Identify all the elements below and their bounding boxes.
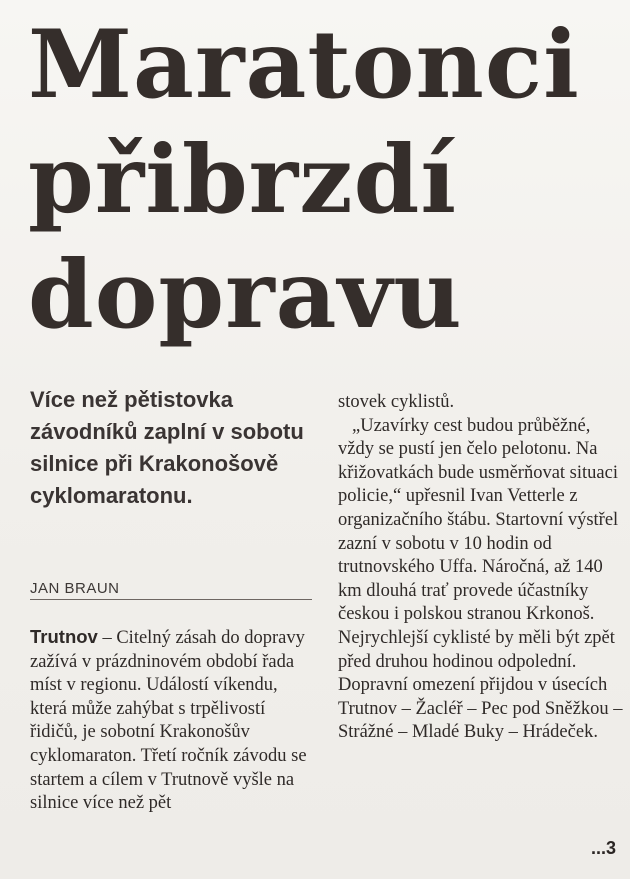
headline-line-2: přibrzdí	[28, 125, 458, 235]
article-column-1	[30, 625, 312, 816]
dateline: Trutnov	[30, 626, 98, 647]
article-paragraph-1	[30, 625, 312, 816]
lead-paragraph: Více než pětistovka závodníků zaplní v sobotu silnice při Krakonošově cyklomaratonu.	[30, 387, 304, 508]
headline-line-3: dopravu	[28, 240, 463, 350]
article-paragraph-2: „Uzavírky cest budou průběžné, vždy se pustí jen čelo pelotonu. Na křižovatkách bude usměrňovat situaci policie,“ upřesnil Ivan Vetterle z organizačního štábu. Startovní výstřel zazní v sobotu v 10 hodin od trutnovského Uffa. Náročná, až 140 km dlouhá trať provede účastníky českou i polskou stranou Krkonoš. Nejrychlejší cyklisté by měli být zpět před druhou hodinou odpolední. Dopravní omezení přijdou v úsecích Trutnov – Žacléř – Pec pod Sněžkou – Strážné – Mladé Buky – Hrádeček.	[338, 415, 623, 743]
headline	[28, 8, 618, 353]
column-2-continuation: stovek cyklistů.	[338, 392, 455, 412]
column-1-text: – Citelný zásah do dopravy zažívá v prázdninovém období řada míst v regionu. Událostí víkendu, která může zahýbat s trpělivostí řidičů, je sobotní Krakonošův cyklomaraton. Třetí ročník závodu se startem a cílem v Trutnově vyšle na silnice více než pět	[30, 628, 307, 814]
author-byline: JAN BRAUN	[30, 580, 312, 600]
continuation-marker: ...3	[591, 838, 617, 858]
article-column-2	[338, 391, 623, 745]
headline-line-1: Maratonci	[28, 10, 580, 120]
